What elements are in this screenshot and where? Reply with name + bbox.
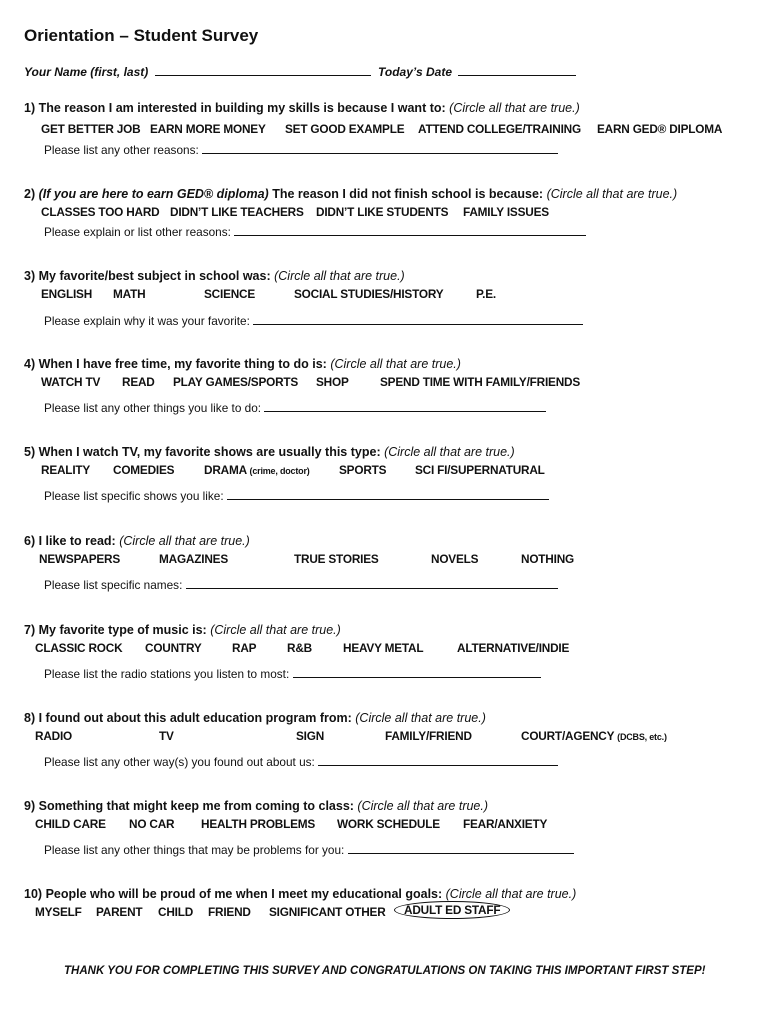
option[interactable]: HEAVY METAL (343, 641, 424, 655)
option[interactable]: WATCH TV (41, 375, 101, 389)
option[interactable]: COUNTRY (145, 641, 202, 655)
question-10 (24, 887, 576, 901)
option[interactable]: HEALTH PROBLEMS (201, 817, 316, 831)
name-label: Your Name (first, last) (24, 65, 149, 79)
list-label: Please explain why it was your favorite: (44, 314, 250, 328)
option[interactable]: FAMILY ISSUES (463, 205, 549, 219)
date-label: Today’s Date (378, 65, 453, 79)
question-hint: (Circle all that are true.) (445, 887, 577, 901)
question-hint: (Circle all that are true.) (330, 357, 461, 371)
option[interactable]: SPEND TIME WITH FAMILY/FRIENDS (380, 375, 581, 389)
list-label: Please list any other things you like to do: (44, 401, 262, 415)
question-number: 6) (24, 534, 36, 548)
question-hint: (Circle all that are true.) (274, 269, 405, 283)
option[interactable]: READ (122, 375, 155, 389)
option[interactable]: ALTERNATIVE/INDIE (457, 641, 570, 655)
list-label: Please explain or list other reasons: (44, 225, 231, 239)
list-label: Please list the radio stations you listen to most: (44, 667, 290, 681)
option-circled[interactable] (404, 903, 510, 917)
list-line (44, 143, 558, 157)
question-4 (24, 357, 461, 371)
list-field[interactable] (253, 314, 583, 325)
list-line (44, 314, 583, 328)
list-line (44, 667, 541, 681)
list-field[interactable] (264, 401, 546, 412)
question-text: When I have free time, my favorite thing to do is: (38, 357, 327, 371)
question-number: 8) (24, 711, 36, 725)
question-1 (24, 101, 580, 115)
option[interactable]: CHILD CARE (35, 817, 106, 831)
list-label: Please list specific names: (44, 578, 183, 592)
option[interactable]: GET BETTER JOB (41, 122, 141, 136)
question-8 (24, 711, 486, 725)
question-hint: (Circle all that are true.) (210, 623, 341, 637)
question-9 (24, 799, 488, 813)
option-label: DRAMA (204, 463, 247, 477)
option-note: (DCBS, etc.) (617, 732, 667, 742)
option-label: ADULT ED STAFF (394, 901, 510, 919)
option[interactable]: NOVELS (431, 552, 479, 566)
page-title: Orientation – Student Survey (24, 26, 259, 45)
date-field[interactable] (458, 65, 576, 76)
option[interactable] (521, 729, 667, 743)
question-text: The reason I did not finish school is because: (272, 187, 544, 201)
question-text: I like to read: (38, 534, 116, 548)
option[interactable]: SCI FI/SUPERNATURAL (415, 463, 545, 477)
question-text: The reason I am interested in building my skills is because I want to: (38, 101, 446, 115)
option[interactable]: NEWSPAPERS (39, 552, 121, 566)
date-line (378, 65, 576, 79)
list-line (44, 489, 549, 503)
option[interactable]: SPORTS (339, 463, 387, 477)
option[interactable]: R&B (287, 641, 312, 655)
option[interactable]: SIGNIFICANT OTHER (269, 905, 386, 919)
question-number: 9) (24, 799, 36, 813)
option[interactable]: SET GOOD EXAMPLE (285, 122, 405, 136)
question-text: People who will be proud of me when I meet my educational goals: (45, 887, 443, 901)
option[interactable]: SOCIAL STUDIES/HISTORY (294, 287, 444, 301)
option[interactable]: TV (159, 729, 174, 743)
list-line (44, 578, 558, 592)
option[interactable]: SHOP (316, 375, 349, 389)
question-6 (24, 534, 250, 548)
option[interactable]: DIDN’T LIKE STUDENTS (316, 205, 449, 219)
question-hint: (Circle all that are true.) (384, 445, 515, 459)
question-text: Something that might keep me from coming to class: (38, 799, 354, 813)
list-line (44, 843, 574, 857)
question-text: My favorite type of music is: (38, 623, 207, 637)
name-field[interactable] (155, 65, 371, 76)
list-label: Please list specific shows you like: (44, 489, 224, 503)
question-number: 5) (24, 445, 36, 459)
option[interactable]: MATH (113, 287, 146, 301)
option[interactable]: P.E. (476, 287, 496, 301)
question-2 (24, 187, 677, 201)
list-label: Please list any other way(s) you found out about us: (44, 755, 315, 769)
question-number: 1) (24, 101, 36, 115)
question-hint: (Circle all that are true.) (546, 187, 678, 201)
option[interactable]: EARN GED® DIPLOMA (597, 122, 723, 136)
question-5 (24, 445, 515, 459)
list-field[interactable] (186, 578, 558, 589)
option[interactable]: CLASSIC ROCK (35, 641, 123, 655)
list-line (44, 401, 546, 415)
question-number: 3) (24, 269, 36, 283)
option[interactable]: DIDN’T LIKE TEACHERS (170, 205, 304, 219)
list-label: Please list any other things that may be problems for you: (44, 843, 345, 857)
option[interactable]: SIGN (296, 729, 325, 743)
option[interactable]: NOTHING (521, 552, 574, 566)
question-hint: (Circle all that are true.) (449, 101, 580, 115)
option[interactable]: ENGLISH (41, 287, 93, 301)
list-field[interactable] (202, 143, 558, 154)
list-field[interactable] (293, 667, 541, 678)
question-number: 10) (24, 887, 43, 901)
option[interactable]: TRUE STORIES (294, 552, 379, 566)
question-number: 4) (24, 357, 36, 371)
question-number: 2) (24, 187, 36, 201)
option[interactable]: SCIENCE (204, 287, 256, 301)
option[interactable]: REALITY (41, 463, 91, 477)
question-hint: (Circle all that are true.) (119, 534, 250, 548)
question-text: My favorite/best subject in school was: (38, 269, 271, 283)
option-label: COURT/AGENCY (521, 729, 615, 743)
list-line (44, 755, 558, 769)
question-prefix: (If you are here to earn GED® diploma) (38, 187, 269, 201)
option[interactable]: WORK SCHEDULE (337, 817, 440, 831)
option[interactable]: CHILD (158, 905, 194, 919)
option[interactable]: FAMILY/FRIEND (385, 729, 472, 743)
list-field[interactable] (227, 489, 549, 500)
question-7 (24, 623, 341, 637)
list-label: Please list any other reasons: (44, 143, 199, 157)
option[interactable]: CLASSES TOO HARD (41, 205, 160, 219)
question-number: 7) (24, 623, 36, 637)
option[interactable]: RAP (232, 641, 257, 655)
name-line (24, 65, 371, 79)
option[interactable]: MAGAZINES (159, 552, 228, 566)
question-text: When I watch TV, my favorite shows are usually this type: (38, 445, 381, 459)
option[interactable]: EARN MORE MONEY (150, 122, 266, 136)
option[interactable]: RADIO (35, 729, 73, 743)
list-field[interactable] (348, 843, 574, 854)
option[interactable]: PARENT (96, 905, 143, 919)
thanks-message: THANK YOU FOR COMPLETING THIS SURVEY AND CONGRATULATIONS ON TAKING THIS IMPORTANT FIRST STEP! (64, 965, 706, 977)
option[interactable]: ATTEND COLLEGE/TRAINING (418, 122, 581, 136)
list-field[interactable] (318, 755, 558, 766)
question-text: I found out about this adult education program from: (38, 711, 352, 725)
option[interactable]: PLAY GAMES/SPORTS (173, 375, 299, 389)
option[interactable]: COMEDIES (113, 463, 175, 477)
option[interactable]: FRIEND (208, 905, 251, 919)
option[interactable] (204, 463, 310, 477)
option[interactable]: FEAR/ANXIETY (463, 817, 548, 831)
option[interactable]: MYSELF (35, 905, 82, 919)
list-field[interactable] (234, 225, 586, 236)
list-line (44, 225, 586, 239)
option[interactable]: NO CAR (129, 817, 175, 831)
option-note: (crime, doctor) (249, 466, 310, 476)
question-3 (24, 269, 405, 283)
question-hint: (Circle all that are true.) (355, 711, 486, 725)
question-hint: (Circle all that are true.) (357, 799, 489, 813)
